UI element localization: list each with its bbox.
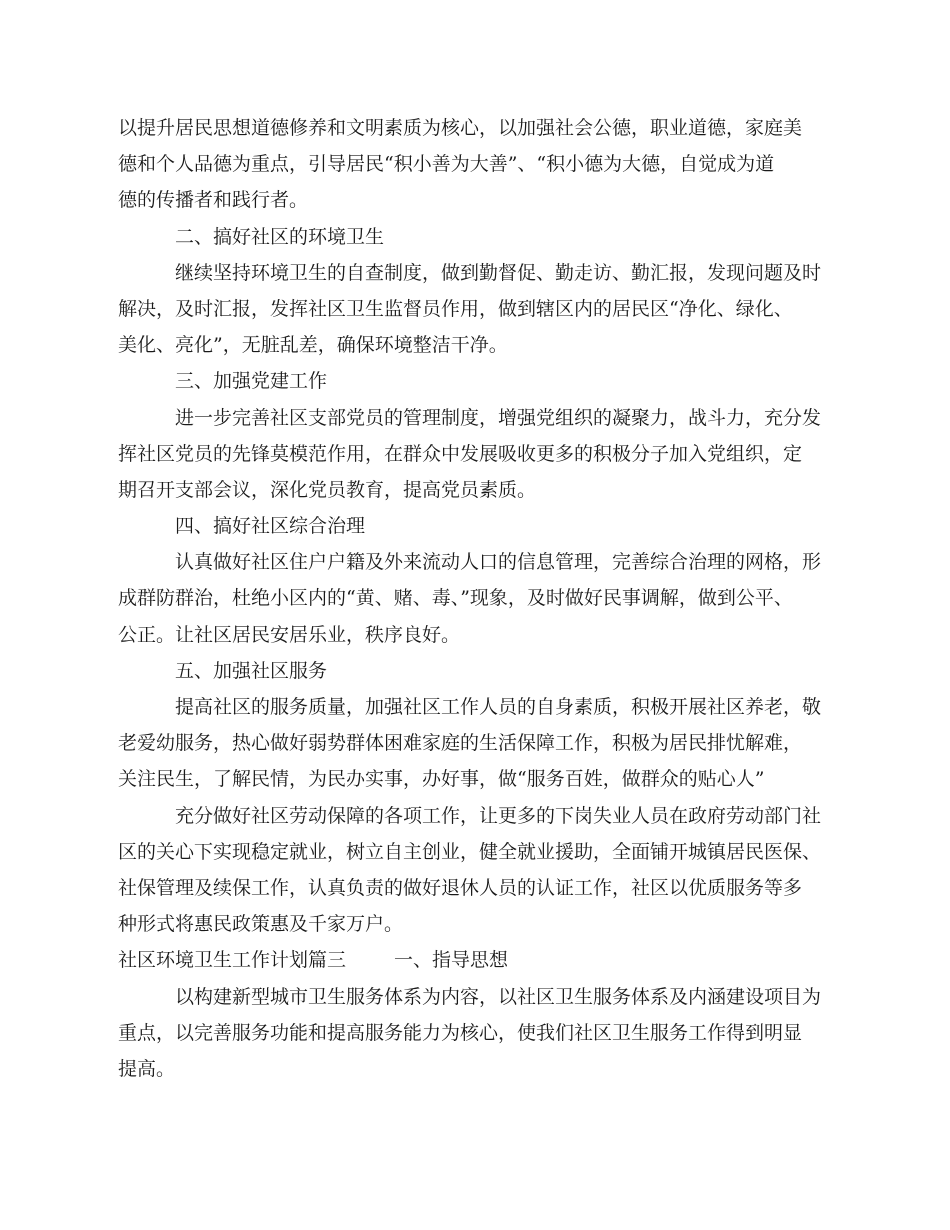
text-line: 充分做好社区劳动保障的各项工作，让更多的下岗失业人员在政府劳动部门社: [175, 804, 822, 827]
text-line: 成群防群治，杜绝小区内的“黄、赌、毒、”现象，及时做好民事调解，做到公平、: [118, 587, 793, 610]
text-line: 继续坚持环境卫生的自查制度，做到勤督促、勤走访、勤汇报，发现问题及时: [175, 261, 822, 284]
paragraph-block: [118, 110, 822, 942]
document-body: [118, 110, 822, 1087]
text-line: 期召开支部会议，深化党员教育，提高党员素质。: [118, 478, 537, 501]
text-line: 美化、亮化”，无脏乱差，确保环境整洁干净。: [118, 334, 508, 357]
text-line: 认真做好社区住户户籍及外来流动人口的信息管理，完善综合治理的网格，形: [175, 551, 822, 574]
text-line: 公正。让社区居民安居乐业，秩序良好。: [118, 623, 461, 646]
text-line: 五、加强社区服务: [175, 659, 328, 682]
text-line: 德和个人品德为重点，引导居民“积小善为大善”、“积小德为大德，自觉成为道: [118, 153, 775, 176]
paragraph-block: [118, 979, 822, 1088]
text-line: 德的传播者和践行者。: [118, 189, 309, 212]
text-line: 以提升居民思想道德修养和文明素质为核心，以加强社会公德，职业道德，家庭美: [118, 117, 803, 139]
text-line: 老爱幼服务，热心做好弱势群体困难家庭的生活保障工作，积极为居民排忧解难，: [118, 732, 803, 755]
text-line: 社保管理及续保工作，认真负责的做好退休人员的认证工作，社区以优质服务等多: [118, 876, 803, 899]
section-heading: [118, 942, 818, 978]
text-line: 重点，以完善服务功能和提高服务能力为核心，使我们社区卫生服务工作得到明显: [118, 1021, 803, 1044]
section-title: 社区环境卫生工作计划篇三: [118, 949, 347, 972]
text-line: 区的关心下实现稳定就业，树立自主创业，健全就业援助，全面铺开城镇居民医保、: [118, 840, 822, 863]
text-line: 关注民生，了解民情，为民办实事，办好事，做“服务百姓，做群众的贴心人”: [118, 768, 765, 791]
text-line: 种形式将惠民政策惠及千家万户。: [118, 913, 404, 936]
text-line: 二、搞好社区的环境卫生: [175, 225, 385, 248]
text-line: 以构建新型城市卫生服务体系为内容，以社区卫生服务体系及内涵建设项目为: [175, 985, 822, 1008]
text-line: 提高社区的服务质量，加强社区工作人员的自身素质，积极开展社区养老，敬: [175, 696, 822, 718]
text-line: 三、加强党建工作: [175, 370, 328, 393]
text-line: 四、搞好社区综合治理: [175, 515, 366, 538]
section-subtitle: 一、指导思想: [394, 949, 509, 972]
text-line: 提高。: [118, 1057, 176, 1080]
text-line: 挥社区党员的先锋莫模范作用，在群众中发展吸收更多的积极分子加入党组织，定: [118, 442, 803, 465]
text-line: 解决，及时汇报，发挥社区卫生监督员作用，做到辖区内的居民区“净化、绿化、: [118, 297, 793, 320]
text-line: 进一步完善社区支部党员的管理制度，增强党组织的凝聚力，战斗力，充分发: [175, 406, 822, 429]
